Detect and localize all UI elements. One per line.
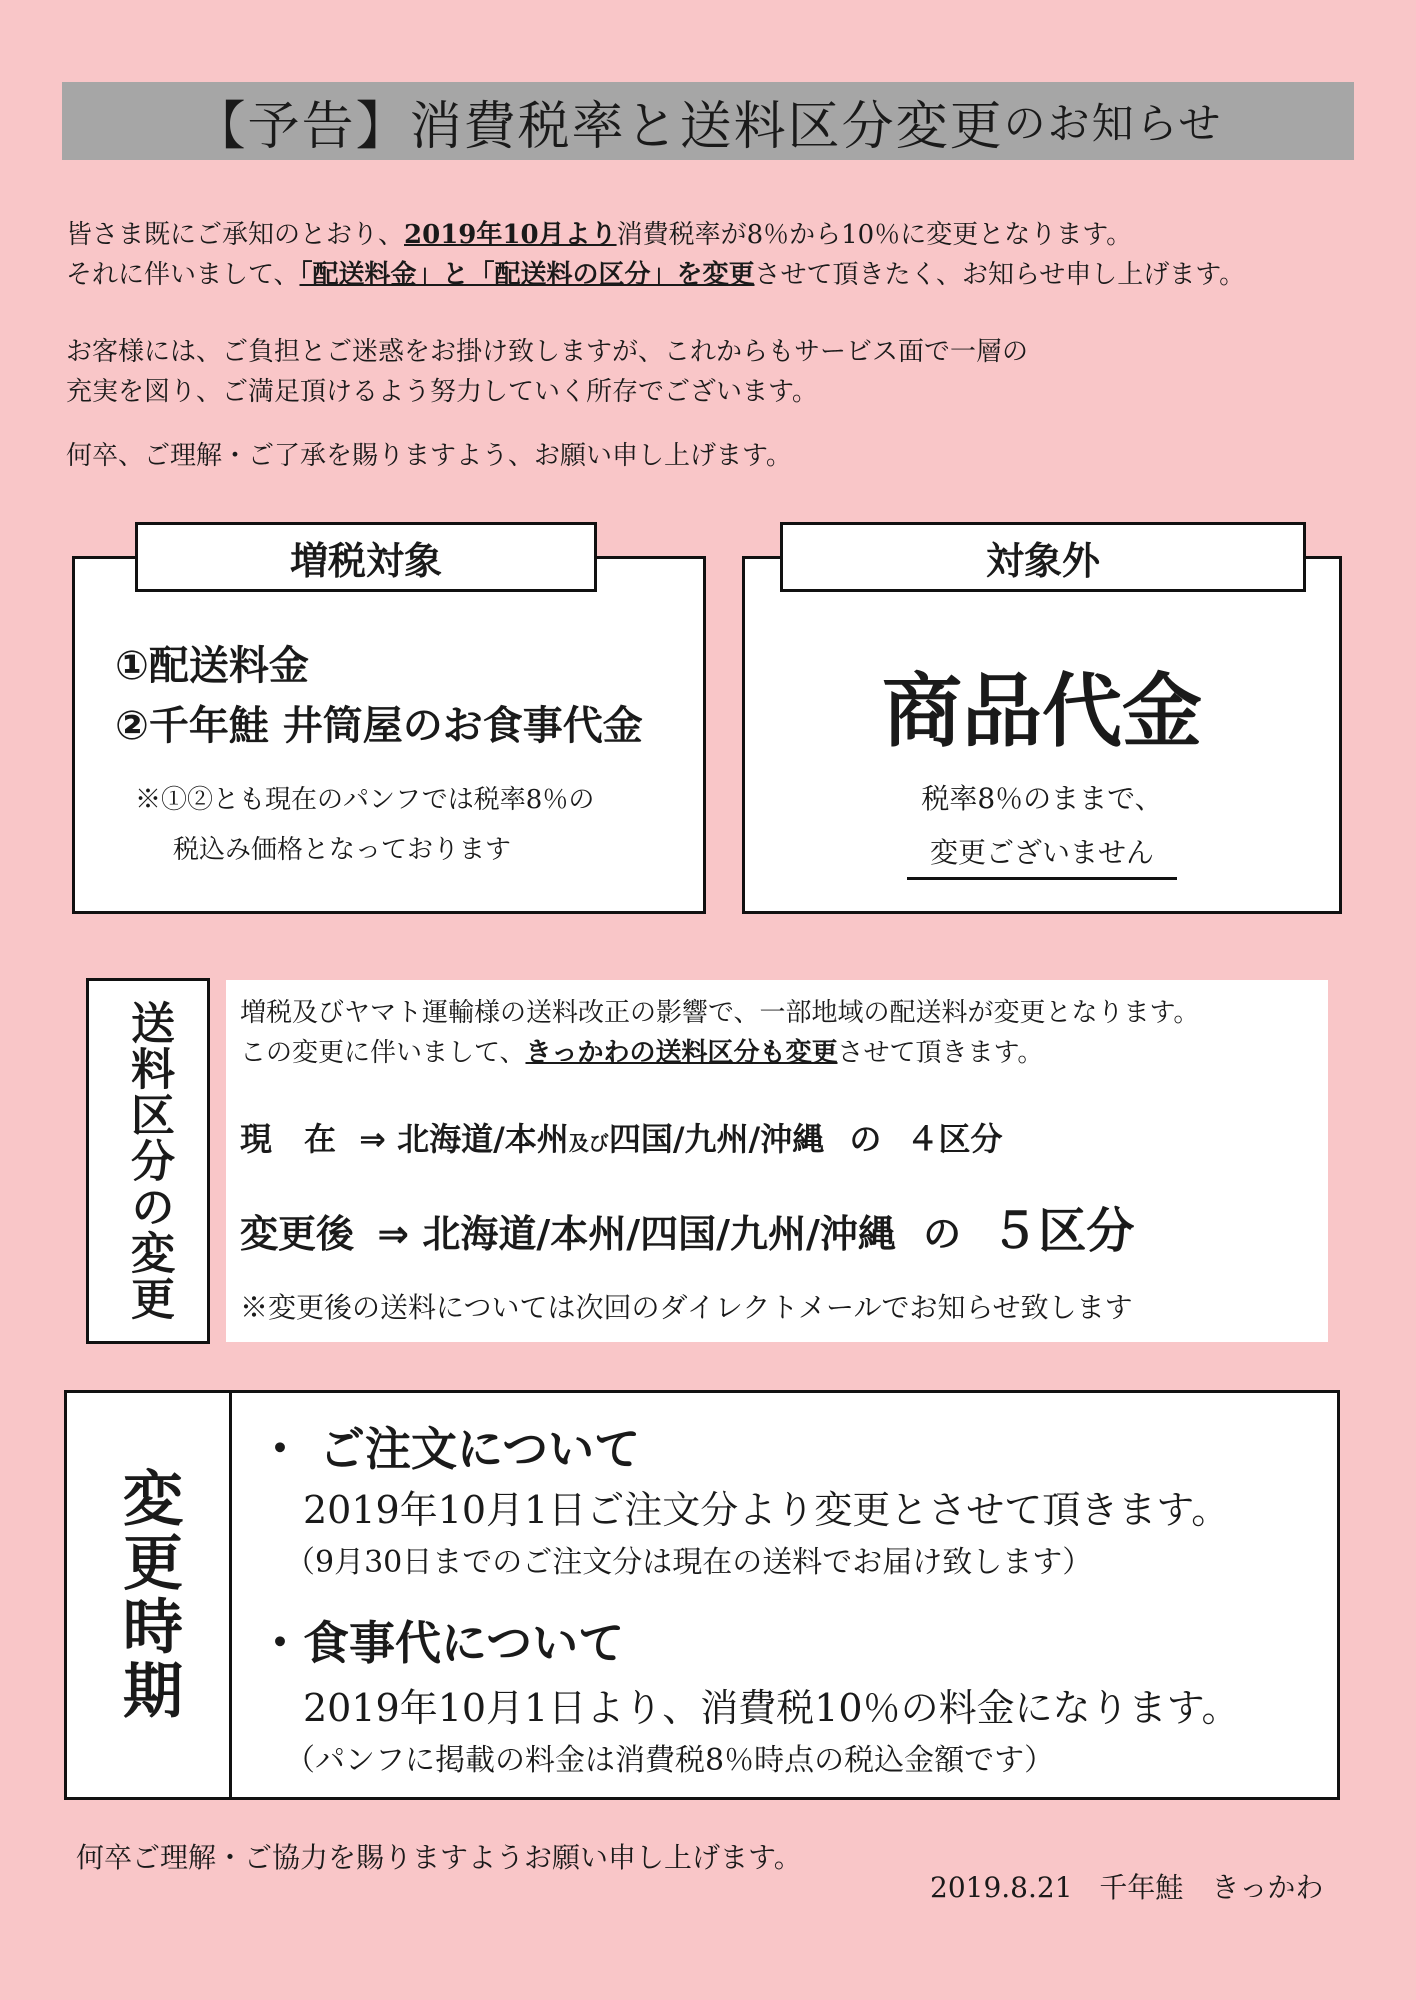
non-target-headline: 商品代金: [882, 665, 1202, 758]
intro-p2-pre: それに伴いまして、: [66, 260, 300, 290]
shipping-current-label: 現 在: [240, 1120, 337, 1158]
shipping-line-2-post: させて頂きます。: [837, 1038, 1044, 1068]
intro-p3: お客様には、ご負担とご迷惑をお掛け致しますが、これからもサービス面で一層の: [66, 337, 1029, 367]
title-main: 【予告】消費税率と送料区分変更: [193, 96, 1004, 157]
intro-p4: 充実を図り、ご満足頂けるよう努力していく所存でございます。: [66, 377, 818, 407]
title-suffix: のお知らせ: [1003, 99, 1223, 148]
shipping-current-row: [240, 1114, 1003, 1160]
shipping-content: [226, 980, 1328, 1342]
non-target-label: 対象外: [780, 522, 1306, 592]
footer-date: 2019.8.21: [930, 1871, 1073, 1904]
shipping-line-2-pre: この変更に伴いまして、: [240, 1038, 526, 1068]
timing-box: [64, 1390, 1340, 1800]
shipping-after-count: ５区分: [990, 1203, 1135, 1259]
intro-paragraph-3: [66, 436, 792, 476]
intro-p2-underlined: 「配送料金」と「配送料の区分」を変更: [299, 260, 755, 290]
tax-target-item-2: ②千年鮭 井筒屋のお食事代金: [115, 703, 643, 749]
intro-p2-post: させて頂きたく、お知らせ申し上げます。: [754, 260, 1246, 290]
intro-paragraph-1: [66, 215, 1245, 295]
shipping-line-2-underlined: きっかわの送料区分も変更: [525, 1038, 838, 1068]
timing-order-line-2: （9月30日までのご注文分は現在の送料でお届け致します）: [285, 1545, 1093, 1580]
tax-target-item-1: ①配送料金: [115, 643, 309, 689]
timing-order-line-1: 2019年10月1日ご注文分より変更とさせて頂きます。: [303, 1488, 1230, 1532]
timing-meal-line-1: 2019年10月1日より、消費税10％の料金になります。: [303, 1686, 1240, 1730]
non-target-line-2: 変更ございません: [907, 831, 1177, 880]
page-title: [62, 82, 1354, 160]
shipping-current-regions-b: 四国/九州/沖縄: [608, 1120, 825, 1158]
intro-p1-pre: 皆さま既にご承知のとおり、: [66, 220, 405, 250]
footer-closing: 何卒ご理解・ご協力を賜りますようお願い申し上げます。: [76, 1841, 802, 1874]
tax-target-label: 増税対象: [135, 522, 597, 592]
timing-side-label: 変更時期: [113, 1467, 183, 1723]
shipping-note: ※変更後の送料については次回のダイレクトメールでお知らせ致します: [240, 1291, 1133, 1324]
non-target-box: [742, 556, 1342, 914]
non-target-line-1: 税率8％のままで、: [921, 782, 1163, 815]
shipping-side-label-box: [86, 978, 210, 1344]
shipping-after-label: 変更後: [240, 1212, 355, 1256]
shipping-after-no: の: [923, 1212, 962, 1256]
intro-p1-date: 2019年10月より: [404, 220, 617, 250]
shipping-side-label: 送料区分の変更: [123, 1000, 174, 1322]
timing-order-heading: ・ ご注文について: [257, 1422, 641, 1476]
tax-target-box: [72, 556, 706, 914]
shipping-current-count: ４区分: [906, 1120, 1003, 1158]
tax-target-note-2: 税込み価格となっております: [173, 835, 512, 865]
footer-sender: 千年鮭 きっかわ: [1099, 1871, 1324, 1904]
shipping-after-row: [240, 1192, 1134, 1261]
intro-p1-post: 消費税率が8％から10％に変更となります。: [616, 220, 1133, 250]
timing-side-label-cell: [67, 1393, 232, 1797]
footer-signature: [930, 1866, 1323, 1906]
shipping-after-regions: ⇒ 北海道/本州/四国/九州/沖縄: [377, 1212, 896, 1256]
shipping-current-small: 及び: [568, 1131, 609, 1155]
timing-meal-heading: ・食事代について: [257, 1616, 625, 1670]
shipping-current-no: の: [849, 1120, 882, 1158]
intro-p5: 何卒、ご理解・ご了承を賜りますよう、お願い申し上げます。: [66, 441, 792, 471]
timing-meal-line-2: （パンフに掲載の料金は消費税8％時点の税込金額です）: [285, 1743, 1055, 1778]
intro-paragraph-2: [66, 332, 1028, 412]
shipping-line-1: 増税及びヤマト運輸様の送料改正の影響で、一部地域の配送料が変更となります。: [240, 998, 1200, 1028]
tax-target-note-1: ※①②とも現在のパンフでは税率8％の: [135, 785, 595, 815]
shipping-current-regions-a: ⇒ 北海道/本州: [359, 1120, 569, 1158]
